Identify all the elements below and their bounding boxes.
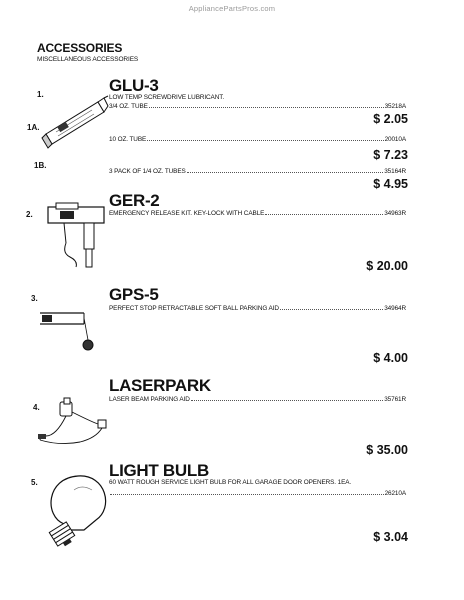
item-number-4: 4.: [33, 403, 40, 412]
gps-5-price: $ 4.00: [373, 351, 408, 365]
glu-3-price: $ 7.23: [373, 148, 408, 162]
item-number-5: 5.: [31, 478, 38, 487]
model-glu-3: GLU-3: [109, 76, 159, 95]
gps-5-desc: PERFECT STOP RETRACTABLE SOFT BALL PARKING AID: [109, 305, 279, 312]
laserpark-desc: LASER BEAM PARKING AID: [109, 396, 190, 403]
laserpark-part: 35761R: [384, 396, 406, 403]
dot-leader: [191, 395, 383, 401]
parking-aid-image: [40, 310, 100, 352]
light-bulb-desc: 60 WATT ROUGH SERVICE LIGHT BULB FOR ALL GARAGE DOOR OPENERS. 1EA.: [109, 479, 352, 486]
glu-3-price: $ 4.95: [373, 177, 408, 191]
light-bulb-part: 26210A: [384, 490, 406, 497]
dot-leader: [149, 102, 384, 108]
ger-2-part: 34963R: [384, 210, 406, 217]
ger-2-item-row: [109, 209, 406, 217]
dot-leader: [187, 167, 384, 173]
dot-leader: [265, 209, 383, 215]
page-subheading: MISCELLANEOUS ACCESSORIES: [37, 56, 139, 63]
lubricant-tube-image: [40, 94, 110, 152]
glu-3-item-part: 20010A: [384, 136, 406, 143]
glu-3-item-row: [109, 135, 406, 143]
ger-2-price: $ 20.00: [366, 259, 408, 273]
glu-3-item-desc: 3 PACK OF 1/4 OZ. TUBES: [109, 168, 186, 175]
item-number-2: 2.: [26, 210, 33, 219]
light-bulb-item-row: [109, 489, 406, 497]
light-bulb-image: [34, 468, 114, 550]
model-ger-2: GER-2: [109, 191, 160, 210]
glu-3-item-part: 35164R: [384, 168, 406, 175]
glu-3-item-part: 35218A: [384, 103, 406, 110]
gps-5-item-row: [109, 304, 406, 312]
dot-leader: [147, 135, 383, 141]
release-kit-image: [44, 201, 110, 271]
laser-parking-aid-image: [36, 394, 110, 454]
laserpark-price: $ 35.00: [366, 443, 408, 457]
laserpark-item-row: [109, 395, 406, 403]
dot-leader: [280, 304, 383, 310]
item-number-1a: 1A.: [27, 123, 40, 132]
glu-3-price: $ 2.05: [373, 112, 408, 126]
item-number-1: 1.: [37, 90, 44, 99]
ger-2-desc: EMERGENCY RELEASE KIT. KEY-LOCK WITH CABLE: [109, 210, 265, 217]
glu-3-title: LOW TEMP SCREWDRIVE LUBRICANT.: [109, 94, 225, 101]
glu-3-item-desc: 10 OZ. TUBE: [109, 136, 147, 143]
watermark: AppliancePartsPros.com: [188, 4, 276, 13]
item-number-3: 3.: [31, 294, 38, 303]
glu-3-item-row: [109, 102, 406, 110]
dot-leader: [110, 489, 384, 495]
model-light-bulb: LIGHT BULB: [109, 461, 209, 480]
item-number-1b: 1B.: [34, 161, 47, 170]
page-heading: ACCESSORIES: [37, 41, 123, 55]
glu-3-item-desc: 3/4 OZ. TUBE: [109, 103, 148, 110]
model-laserpark: LASERPARK: [109, 376, 211, 395]
glu-3-item-row: [109, 167, 406, 175]
light-bulb-price: $ 3.04: [373, 530, 408, 544]
gps-5-part: 34964R: [384, 305, 406, 312]
model-gps-5: GPS-5: [109, 285, 159, 304]
